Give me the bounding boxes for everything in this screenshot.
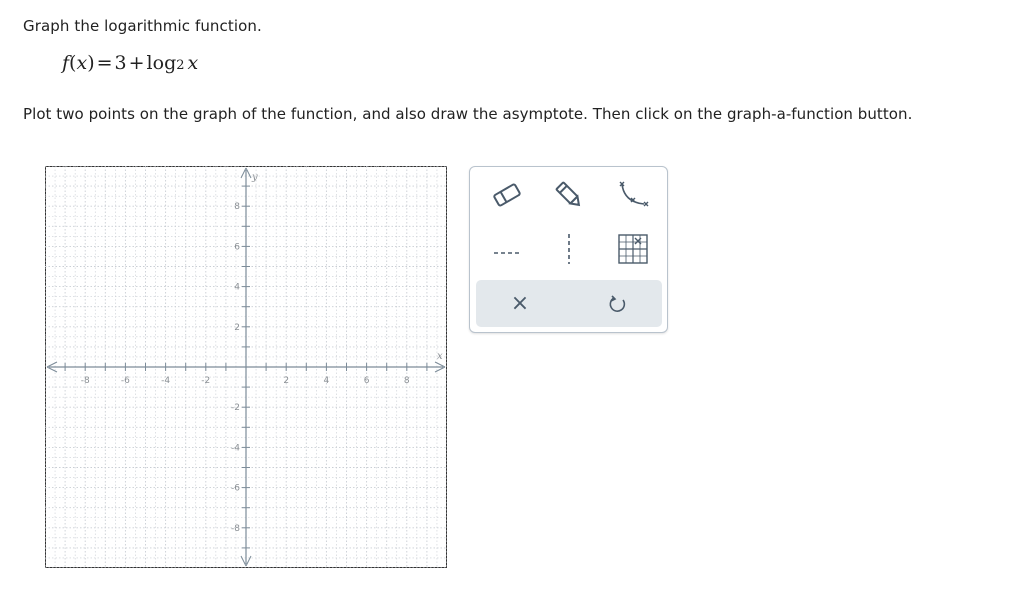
y-tick-label: -6 — [231, 483, 240, 494]
pencil-icon — [552, 178, 586, 212]
question-instructions: Plot two points on the graph of the function, and also draw the asymptote. Then click on the graph-a-function button. — [23, 105, 913, 123]
clear-button[interactable] — [490, 280, 550, 327]
vertical-dashed-icon — [559, 232, 579, 266]
undo-icon — [608, 294, 628, 314]
y-tick-label: 6 — [234, 242, 240, 253]
graph-toolbar — [469, 166, 668, 333]
function-formula — [62, 52, 198, 74]
x-tick-label: -8 — [80, 376, 90, 386]
horizontal-dashed-icon — [490, 239, 524, 259]
y-tick-label: -4 — [231, 443, 240, 454]
function-curve-tool-button[interactable] — [610, 173, 654, 217]
horizontal-asymptote-tool-button[interactable] — [485, 227, 529, 271]
x-tick-label: -4 — [161, 376, 171, 386]
formula-log: log — [146, 52, 177, 74]
y-tick-label: 4 — [234, 282, 240, 293]
formula-arg: x — [187, 52, 199, 74]
y-tick-label: 8 — [234, 202, 240, 213]
clear-icon: × — [510, 291, 530, 316]
formula-plus: + — [128, 52, 145, 74]
y-axis-label: y — [252, 172, 258, 183]
x-tick-label: -2 — [201, 376, 211, 386]
x-tick-label: 2 — [283, 376, 290, 386]
eraser-tool-button[interactable] — [485, 173, 529, 217]
graph-canvas[interactable] — [45, 166, 447, 568]
graph-svg[interactable] — [45, 166, 447, 568]
x-tick-label: 6 — [363, 376, 370, 386]
formula-func: f — [62, 52, 70, 74]
formula-close-paren: ) — [87, 52, 95, 74]
x-axis-label: x — [437, 351, 443, 362]
x-tick-label: -6 — [120, 376, 130, 386]
y-tick-label: -2 — [231, 403, 240, 414]
formula-open-paren: ( — [69, 52, 77, 74]
formula-equals: = — [96, 52, 113, 74]
formula-constant: 3 — [114, 52, 127, 74]
pencil-tool-button[interactable] — [547, 173, 591, 217]
formula-base: 2 — [176, 58, 185, 73]
x-tick-label: 8 — [403, 376, 410, 386]
curve-icon — [614, 178, 650, 212]
formula-var: x — [76, 52, 88, 74]
undo-button[interactable] — [588, 280, 648, 327]
vertical-asymptote-tool-button[interactable] — [547, 227, 591, 271]
question-prompt: Graph the logarithmic function. — [23, 17, 262, 35]
eraser-icon — [490, 180, 524, 210]
graph-grid-icon — [617, 233, 649, 265]
action-bar — [476, 280, 662, 327]
y-tick-label: -8 — [231, 523, 240, 534]
x-tick-label: 4 — [323, 376, 330, 386]
graph-function-button[interactable] — [611, 227, 655, 271]
y-tick-label: 2 — [234, 322, 240, 333]
